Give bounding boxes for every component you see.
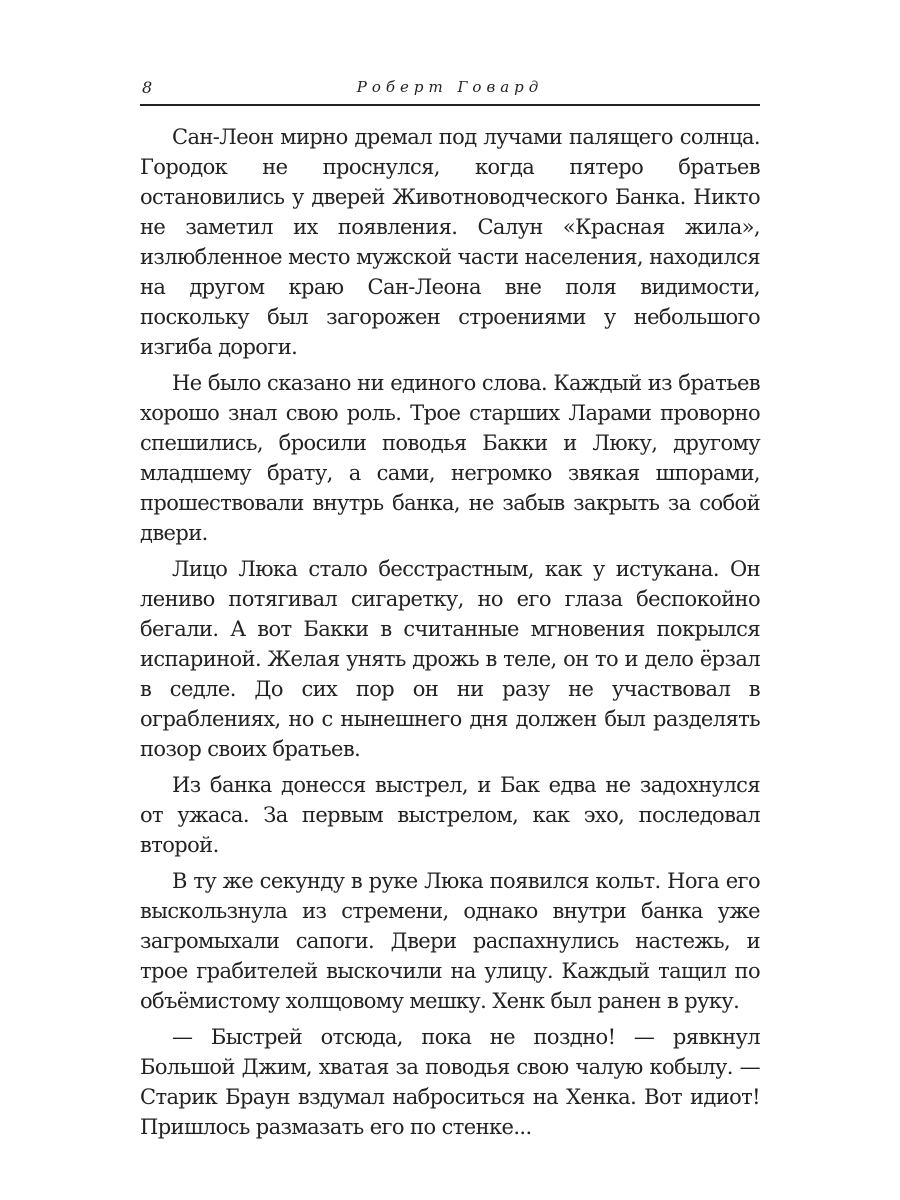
running-head [140, 72, 760, 102]
book-page [140, 72, 760, 1148]
body-text [140, 122, 760, 1142]
paragraph: Сан-Леон мирно дремал под лучами палящего солнца. Городок не проснулся, когда пятеро братьев остановились у дверей Животноводческого Банка. Никто не заметил их появления. Салун «Красная жила», излюбленное место мужской части населения, находился на другом краю Сан-Леона вне поля видимости, поскольку был загорожен строениями у небольшого изгиба дороги. [140, 125, 760, 359]
paragraph: Лицо Люка стало бесстрастным, как у истукана. Он лениво потягивал сигаретку, но его глаза беспокойно бегали. А вот Бакки в считанные мгновения покрылся испариной. Желая унять дрожь в теле, он то и дело ёрзал в седле. До сих пор он ни разу не участвовал в ограблениях, но с нынешнего дня должен был разделять позор своих братьев. [140, 557, 760, 761]
paragraph: Из банка донесся выстрел, и Бак едва не задохнулся от ужаса. За первым выстрелом, как эхо, последовал второй. [140, 773, 760, 857]
paragraph: — Быстрей отсюда, пока не поздно! — рявкнул Большой Джим, хватая за поводья свою чалую кобылу. — Старик Браун вздумал наброситься на Хенка. Вот идиот! Пришлось размазать его по стенке... [140, 1025, 760, 1139]
running-head-author: Роберт Говард [356, 78, 544, 96]
header-rule [140, 104, 760, 106]
paragraph: В ту же секунду в руке Люка появился кольт. Нога его выскользнула из стремени, однако внутри банка уже загромыхали сапоги. Двери распахнулись настежь, и трое грабителей выскочили на улицу. Каждый тащил по объёмистому холщовому мешку. Хенк был ранен в руку. [140, 869, 760, 1013]
paragraph: Не было сказано ни единого слова. Каждый из братьев хорошо знал свою роль. Трое старших Ларами проворно спешились, бросили поводья Бакки и Люку, другому младшему брату, а сами, негромко звякая шпорами, прошествовали внутрь банка, не забыв закрыть за собой двери. [140, 371, 760, 545]
page-number: 8 [142, 78, 153, 97]
